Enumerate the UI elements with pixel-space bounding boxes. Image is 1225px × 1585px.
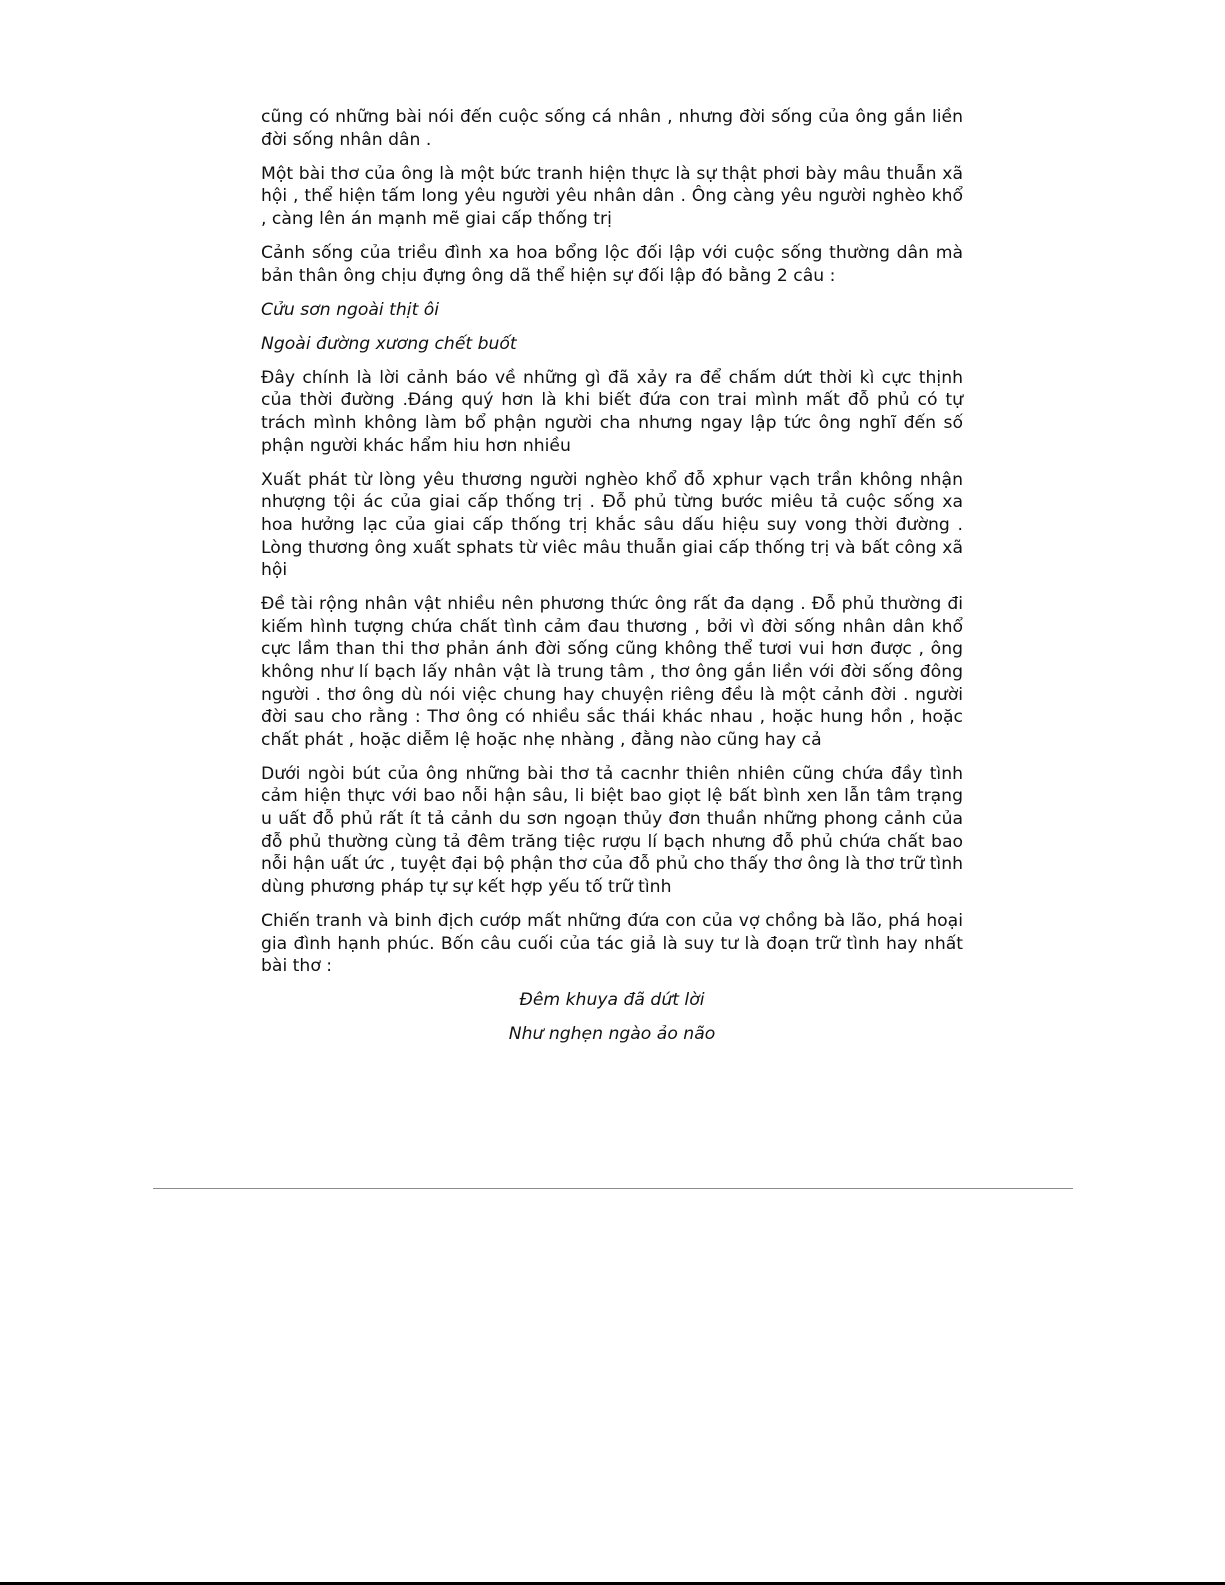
verse-line: Cửu sơn ngoài thịt ôi	[261, 299, 440, 320]
paragraph: Dưới ngòi bút của ông những bài thơ tả cacnhr thiên nhiên cũng chứa đầy tình cảm hiện thực với bao nỗi hận sâu, li biệt bao giọt lệ bất bình xen lẫn tâm trạng u uất đỗ phủ rất ít tả cảnh du sơn ngoạn thủy đơn thuần những phong cảnh của đỗ phủ thường cùng tả đêm trăng tiệc rượu lí bạch nhưng đỗ phủ chứa chất bao nỗi hận uất ức , tuyệt đại bộ phận thơ của đỗ phủ cho thấy thơ ông là thơ trữ tình dùng phương pháp tự sự kết hợp yếu tố trữ tình	[261, 763, 963, 897]
verse-line-centered: Đêm khuya đã dứt lời	[519, 990, 705, 1011]
paragraph: Chiến tranh và binh địch cướp mất những đứa con của vợ chồng bà lão, phá hoại gia đình hạnh phúc. Bốn câu cuối của tác giả là suy tư là đoạn trữ tình hay nhất bài thơ :	[261, 910, 963, 977]
paragraph: Xuất phát từ lòng yêu thương người nghèo khổ đỗ xphur vạch trần không nhận nhượng tội ác của giai cấp thống trị . Đỗ phủ từng bước miêu tả cuộc sống xa hoa hưởng lạc của giai cấp thống trị khắc sâu dấu hiệu suy vong thời đường . Lòng thương ông xuất sphats từ viêc mâu thuẫn giai cấp thống trị và bất công xã hội	[261, 469, 963, 581]
page-divider	[153, 1188, 1073, 1189]
document-body	[261, 106, 963, 1057]
paragraph: Đây chính là lời cảnh báo về những gì đã xảy ra để chấm dứt thời kì cực thịnh của thời đường .Đáng quý hơn là khi biết đứa con trai mình mất đỗ phủ có tự trách mình không làm bổ phận người cha nhưng ngay lập tức ông nghĩ đến số phận người khác hẩm hiu hơn nhiều	[261, 367, 963, 456]
paragraph: Cảnh sống của triều đình xa hoa bổng lộc đối lập với cuộc sống thường dân mà bản thân ông chịu đựng ông dã thể hiện sự đối lập đó bằng 2 câu :	[261, 242, 963, 286]
verse-line: Ngoài đường xương chết buốt	[261, 333, 517, 354]
paragraph: Một bài thơ của ông là một bức tranh hiện thực là sự thật phơi bày mâu thuẫn xã hội , thể hiện tấm long yêu người yêu nhân dân . Ông càng yêu người nghèo khổ , càng lên án mạnh mẽ giai cấp thống trị	[261, 163, 963, 229]
paragraph: cũng có những bài nói đến cuộc sống cá nhân , nhưng đời sống của ông gắn liền đời sống nhân dân .	[261, 107, 963, 150]
paragraph: Đề tài rộng nhân vật nhiều nên phương thức ông rất đa dạng . Đỗ phủ thường đi kiếm hình tượng chứa chất tình cảm đau thương , bởi vì đời sống nhân dân khổ cực lầm than thi thơ phản ánh đời sống cũng không thể tươi vui hơn được , ông không như lí bạch lấy nhân vật là trung tâm , thơ ông gắn liền với đời sống đông người . thơ ông dù nói việc chung hay chuyện riêng đều là một cảnh đời . người đời sau cho rằng : Thơ ông có nhiều sắc thái khác nhau , hoặc hung hồn , hoặc chất phát , hoặc diễm lệ hoặc nhẹ nhàng , đằng nào cũng hay cả	[261, 594, 963, 750]
verse-line-centered: Như nghẹn ngào ảo não	[508, 1024, 716, 1045]
